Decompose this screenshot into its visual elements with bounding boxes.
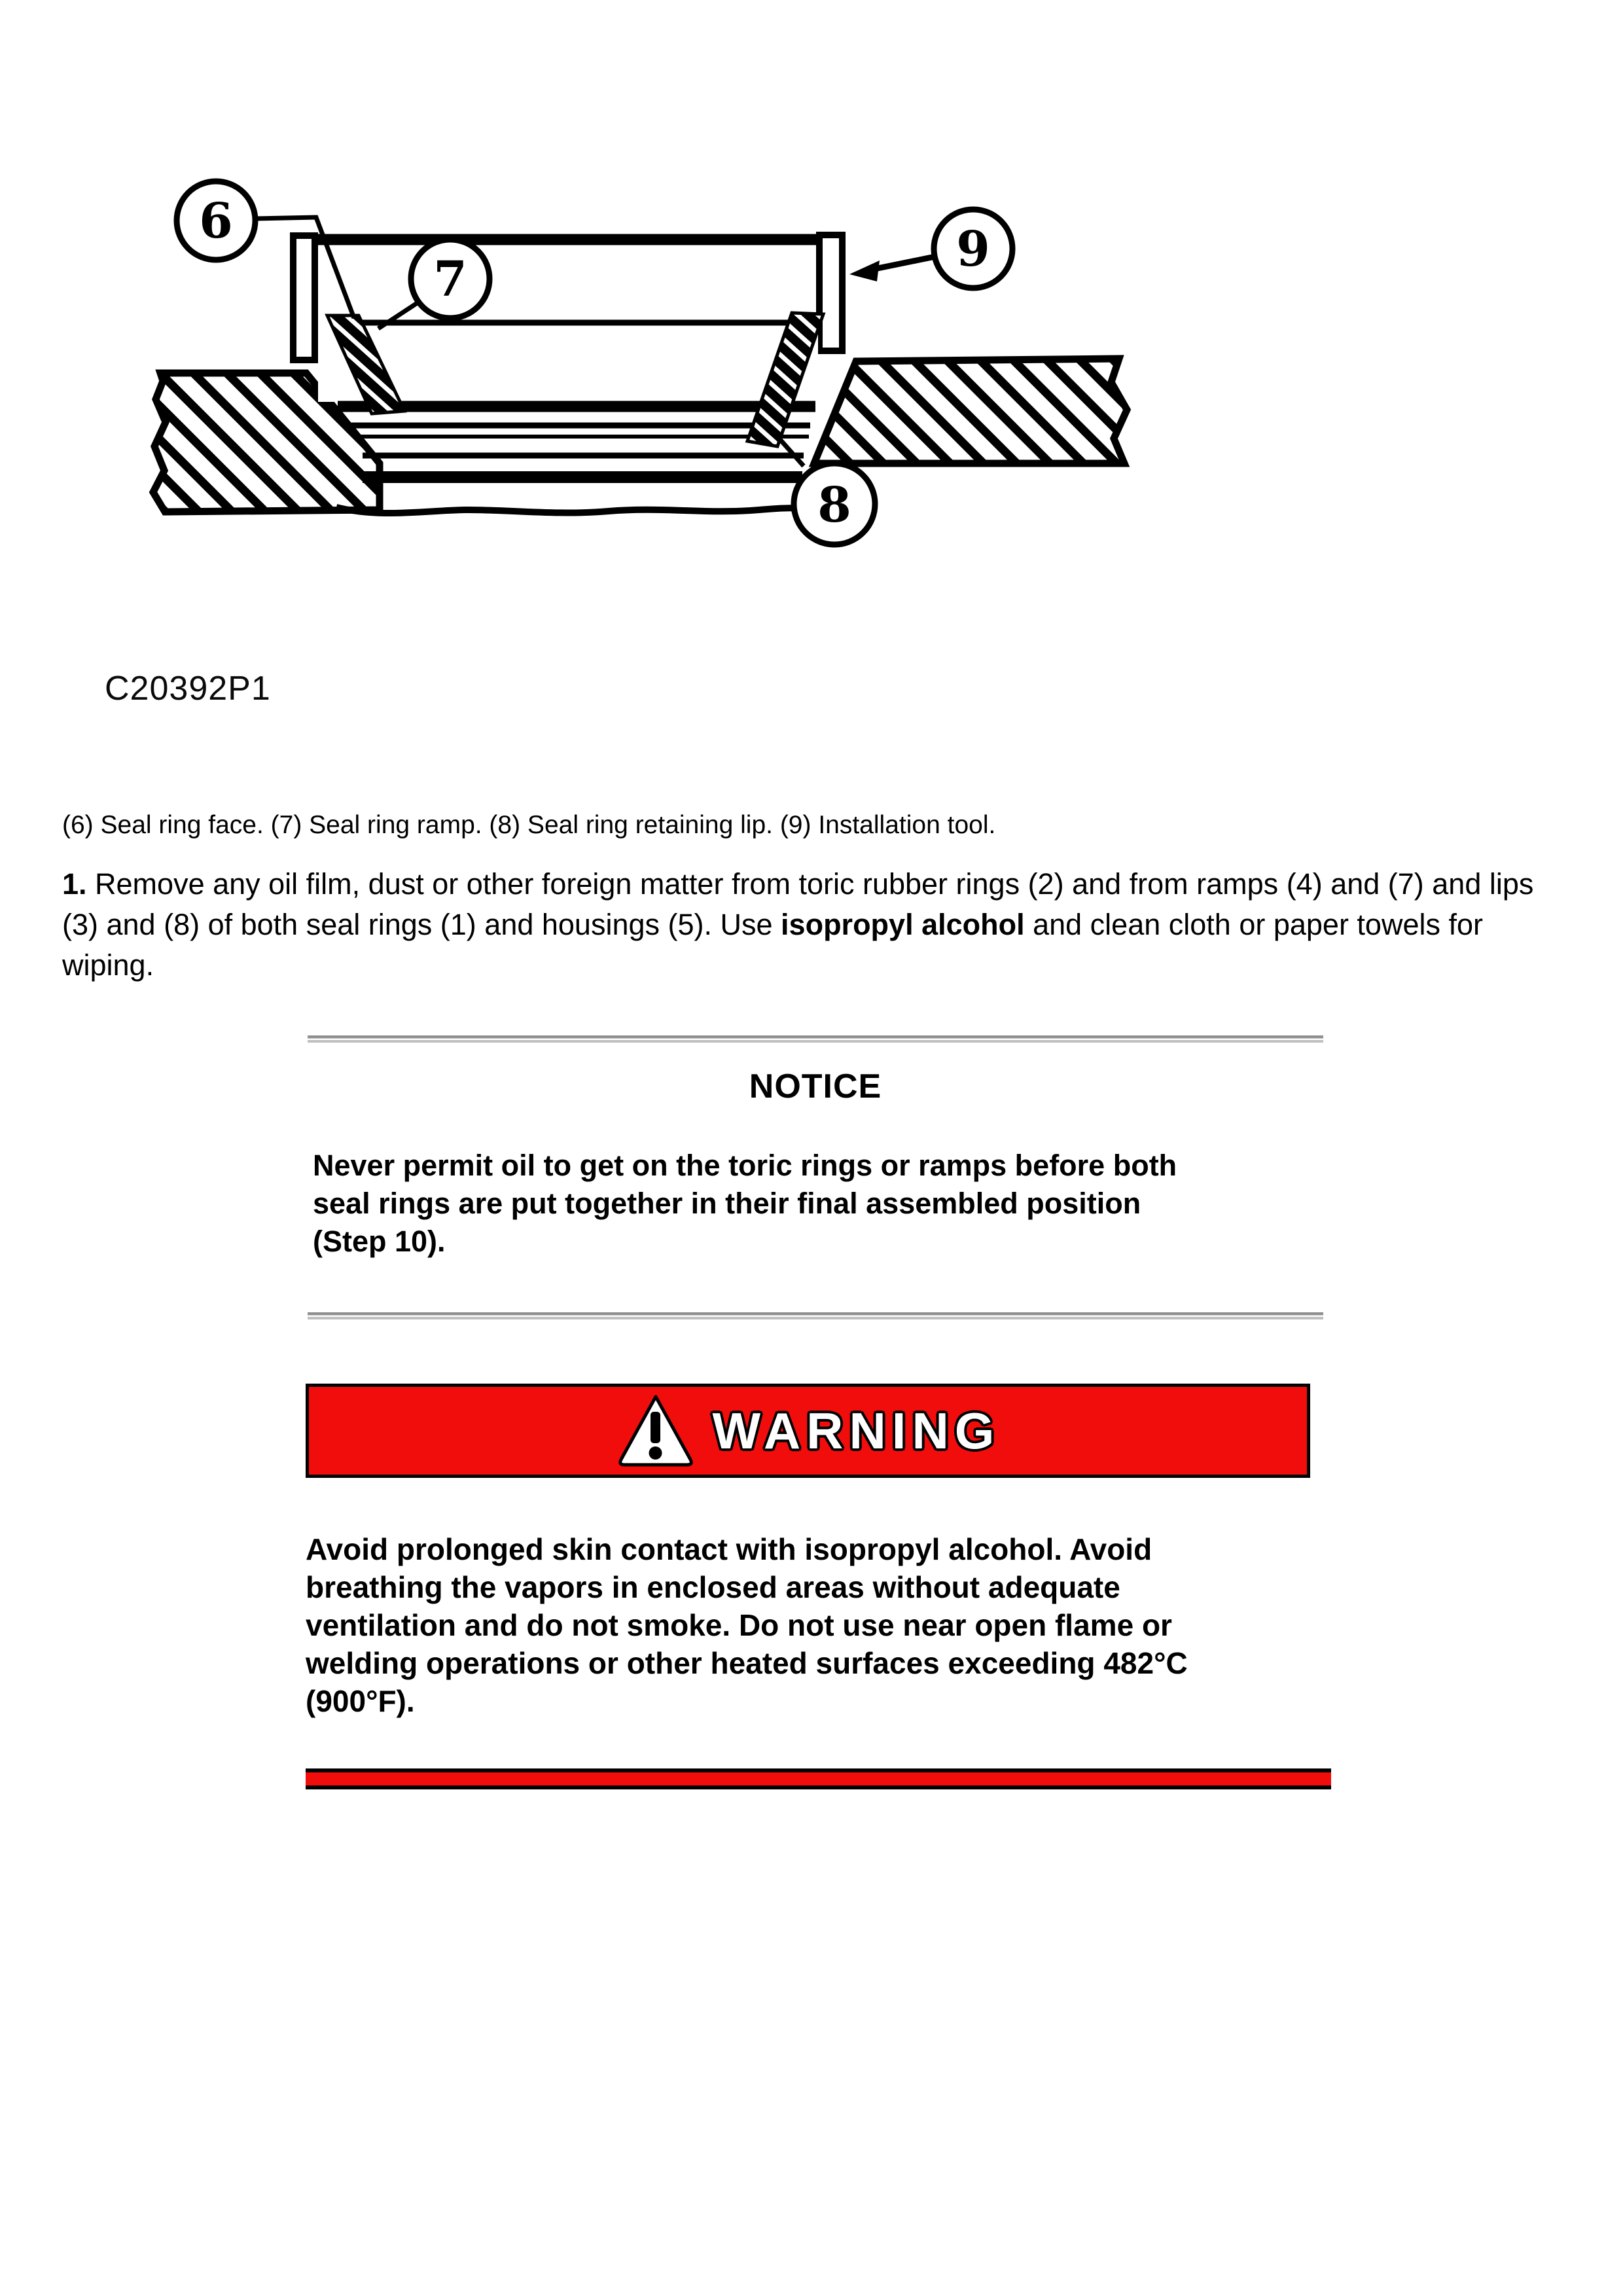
callout-7-number: 7 [433, 251, 467, 308]
step-text-2: and clean cloth or paper towels for wiping. [62, 908, 1483, 982]
warning-line: ventilation and do not smoke. Do not use near open flame or [306, 1608, 1172, 1642]
right-housing-hatch [814, 359, 1127, 463]
callout-9-number: 9 [956, 221, 990, 278]
warning-line: Avoid prolonged skin contact with isopropyl alcohol. Avoid [306, 1532, 1152, 1566]
step-text-emphasis: isopropyl alcohol [781, 908, 1025, 941]
callout-7 [378, 240, 490, 329]
warning-triangle-icon [616, 1392, 696, 1469]
warning-banner [306, 1384, 1310, 1478]
callout-8-number: 8 [817, 477, 851, 533]
callout-6-number: 6 [199, 193, 233, 249]
callout-6 [177, 181, 354, 318]
notice-rule-bottom [308, 1312, 1323, 1319]
notice-body [313, 1147, 1268, 1261]
arrow-head [849, 260, 880, 281]
warning-line: (900°F). [306, 1684, 415, 1718]
notice-line: Never permit oil to get on the toric rings or ramps before both [313, 1149, 1177, 1182]
figure-label: C20392P1 [105, 670, 271, 708]
seal-ring-cross-section-diagram [98, 151, 1132, 583]
step-text-1: Remove any oil film, dust or other foreign matter from toric rubber rings (2) and from ramps (4) and (7) and lips (3) and (8) of both seal rings (1) and housings (5). Use [62, 867, 1534, 941]
warning-label: WARNING [712, 1401, 1001, 1460]
notice-line: seal rings are put together in their final assembled position [313, 1187, 1141, 1220]
lower-seal-bands [336, 425, 810, 513]
notice-title: NOTICE [749, 1067, 882, 1105]
warning-body [306, 1530, 1287, 1720]
notice-rule-top [308, 1035, 1323, 1043]
step-number: 1. [62, 867, 87, 901]
notice-line: (Step 10). [313, 1225, 446, 1258]
step-1-paragraph [62, 864, 1544, 986]
warning-line: breathing the vapors in enclosed areas without adequate [306, 1570, 1120, 1604]
red-divider-bar [306, 1768, 1331, 1789]
warning-line: welding operations or other heated surfaces exceeding 482°C [306, 1646, 1188, 1680]
callout-9 [849, 209, 1012, 288]
figure-caption: (6) Seal ring face. (7) Seal ring ramp. (8) Seal ring retaining lip. (9) Installation tool. [62, 811, 996, 839]
